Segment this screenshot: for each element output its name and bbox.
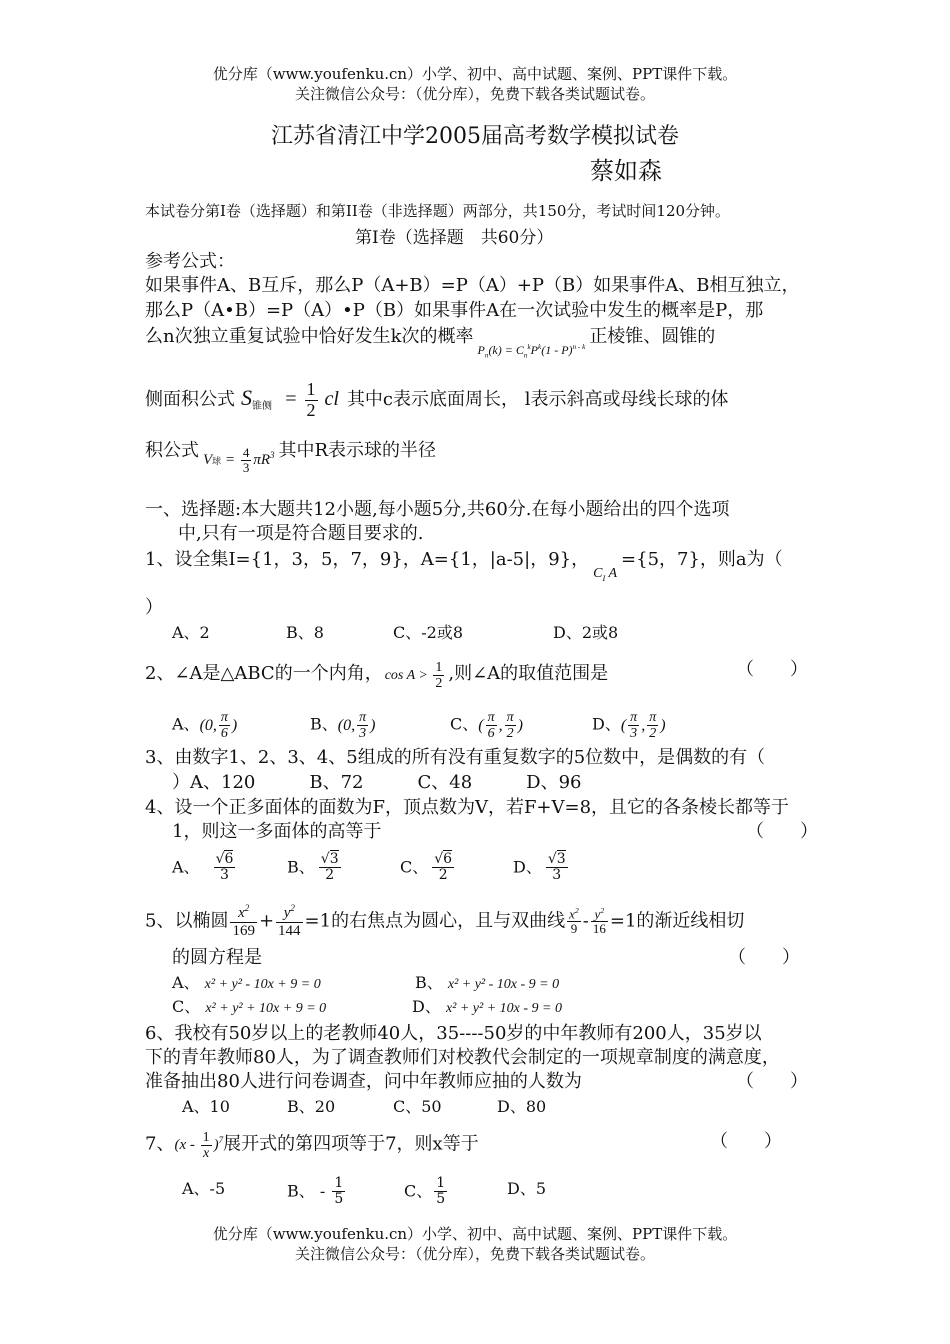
- formula-line-3-tail: 正棱锥、圆锥的: [589, 326, 716, 347]
- q2-option-c[interactable]: [450, 710, 523, 742]
- q7-option-d[interactable]: D、5: [507, 1179, 547, 1198]
- q1-option-a[interactable]: A、2: [172, 623, 210, 642]
- question-1: [145, 549, 783, 583]
- q4-option-a[interactable]: [172, 852, 237, 884]
- formula-line-5: [145, 438, 437, 476]
- question-5-text: 5、以椭圆: [145, 910, 229, 932]
- question-1-tail: ={5，7}，则a为（: [621, 549, 783, 570]
- q5-option-d[interactable]: [412, 998, 562, 1017]
- complement-symbol: CI A: [593, 566, 618, 583]
- cos-inequality: cos A > $\frac{1}{2}$: [384, 660, 443, 692]
- q4-option-c[interactable]: [400, 852, 456, 884]
- formula-line-5-tail: 其中R表示球的半径: [278, 440, 437, 462]
- formula-line-2: 那么P（A•B）=P（A）•P（B）如果事件A在一次试验中发生的概率是P，那: [145, 300, 764, 321]
- question-5-line-1: 5、以椭圆 $\frac{x^2}{169}$ + $\frac{y^2}{144}$ =1的右焦点为圆心，且与双曲线 $\frac{x^2}{9}$ - $\frac{y^2}{16}$ =1的渐近线相切: [145, 903, 745, 939]
- q6-option-b[interactable]: B、20: [287, 1097, 336, 1116]
- question-1-close: ）: [145, 597, 163, 618]
- q5-option-a-eq: x² + y² - 10x + 9 = 0: [204, 977, 321, 992]
- q2-option-d-interval: ( $\frac{\pi}{3}$ , $\frac{\pi}{2}$ ): [620, 710, 666, 742]
- q2-option-a[interactable]: [172, 710, 237, 742]
- question-5-mid: =1的右焦点为圆心，且与双曲线: [304, 910, 566, 932]
- q2-option-d[interactable]: [592, 710, 666, 742]
- q6-option-c[interactable]: C、50: [393, 1097, 442, 1116]
- question-4-line-2: 1，则这一多面体的高等于: [172, 821, 382, 842]
- q7-option-c[interactable]: [404, 1176, 449, 1208]
- part-one-heading: 第Ⅰ卷（选择题 共60分）: [355, 228, 554, 248]
- question-5-line-2: 的圆方程是: [172, 947, 262, 968]
- question-2-paren: （ ）: [736, 659, 808, 680]
- q2-option-d-label: D、: [592, 714, 621, 734]
- q5-option-c[interactable]: [172, 998, 326, 1017]
- lateral-area-formula: = $\frac{1}{2}$ cl: [284, 379, 339, 420]
- footer-line-2: 关注微信公众号：（优分库），免费下载各类试题试卷。: [294, 1245, 655, 1263]
- q5-option-b-eq: x² + y² - 10x - 9 = 0: [447, 977, 560, 992]
- q7-option-c-value: $\frac{1}{5}$: [436, 1175, 446, 1208]
- q4-option-b[interactable]: [287, 852, 343, 884]
- intro: 本试卷分第Ⅰ卷（选择题）和第II卷（非选择题）两部分，共150分，考试时间120分钟。: [145, 202, 731, 220]
- q5-option-c-eq: x² + y² + 10x + 9 = 0: [205, 1001, 327, 1016]
- formula-line-4: [145, 380, 729, 421]
- hyperbola-x-term: $\frac{x^2}{9}$: [569, 905, 579, 937]
- q2-option-b-label: B、: [310, 714, 338, 734]
- lateral-area-symbol: S锥侧: [241, 384, 272, 412]
- question-2-text: 2、∠A是△ABC的一个内角，: [145, 663, 383, 685]
- q1-option-d[interactable]: D、2或8: [553, 623, 619, 642]
- q2-option-b[interactable]: [310, 710, 375, 742]
- question-2-tail: ,则∠A的取值范围是: [448, 663, 609, 685]
- question-6-paren: （ ）: [736, 1071, 808, 1092]
- question-7-paren: （ ）: [710, 1131, 782, 1152]
- question-6-line-2: 下的青年教师80人，为了调查教师们对校教代会制定的一项规章制度的满意度，: [145, 1047, 780, 1068]
- q7-option-c-label: C、: [404, 1181, 433, 1201]
- question-4-line-1: 4、设一个正多面体的面数为F，顶点数为V，若F+V=8，且它的各条棱长都等于: [145, 797, 790, 818]
- ellipse-y-term: $\frac{y^2}{144}$: [278, 903, 301, 939]
- question-7: [145, 1130, 479, 1162]
- q5-option-b[interactable]: [415, 974, 559, 993]
- question-2: [145, 660, 608, 692]
- q5-option-c-label: C、: [172, 997, 201, 1016]
- q2-option-a-label: A、: [172, 714, 200, 734]
- q5-option-a[interactable]: [172, 974, 321, 993]
- q4-option-c-label: C、: [400, 857, 429, 877]
- q6-option-a[interactable]: A、10: [182, 1097, 230, 1116]
- formulas-heading: 参考公式：: [145, 251, 235, 272]
- q4-option-a-label: A、: [172, 857, 200, 877]
- q2-option-a-interval: (0, $\frac{\pi}{6}$ ): [199, 710, 238, 742]
- q7-option-a[interactable]: A、-5: [182, 1179, 226, 1198]
- q5-option-d-label: D、: [412, 997, 441, 1016]
- binomial-probability-formula: Pn(k) = CnkPk(1 - P)n - k: [477, 343, 586, 360]
- question-5-paren: （ ）: [728, 947, 800, 968]
- question-1-text: 1、设全集I={1，3，5，7，9}，A={1，|a-5|，9}，: [145, 549, 590, 570]
- q5-option-a-label: A、: [172, 973, 200, 992]
- q4-option-c-value: $\frac{√6}{2}$: [434, 851, 453, 884]
- q1-option-b[interactable]: B、8: [286, 623, 324, 642]
- q4-option-d[interactable]: [513, 852, 570, 884]
- q7-option-b-label: B、: [287, 1181, 315, 1201]
- question-5-tail: =1的渐近线相切: [609, 910, 745, 932]
- sphere-volume-formula: V球 = 4 3 πR3: [203, 445, 275, 476]
- header-line-1: 优分库（www.youfenku.cn）小学、初中、高中试题、案例、PPT课件下载。: [212, 65, 738, 83]
- section-one-line-1: 一、选择题:本大题共12小题,每小题5分,共60分.在每小题给出的四个选项: [145, 499, 730, 520]
- q5-option-d-eq: x² + y² + 10x - 9 = 0: [445, 1001, 562, 1016]
- q1-option-c[interactable]: C、-2或8: [393, 623, 464, 642]
- q5-option-b-label: B、: [415, 973, 443, 992]
- page-title: 江苏省清江中学2005届高考数学模拟试卷: [271, 124, 679, 149]
- section-one-line-2: 中,只有一项是符合题目要求的.: [178, 523, 424, 544]
- question-6-line-3: 准备抽出80人进行问卷调查，问中年教师应抽的人数为: [145, 1071, 582, 1092]
- question-7-number: 7、: [145, 1133, 175, 1155]
- author: 蔡如森: [590, 157, 662, 185]
- binomial-expression: (x - $\frac{1}{x}$ )$^7$: [174, 1130, 224, 1162]
- footer-line-1: 优分库（www.youfenku.cn）小学、初中、高中试题、案例、PPT课件下载。: [212, 1225, 738, 1243]
- q7-option-b-value: $\frac{1}{5}$: [334, 1175, 344, 1208]
- q4-option-a-value: $\frac{√6}{3}$: [215, 851, 234, 884]
- formula-line-4-text: 侧面积公式: [145, 388, 235, 410]
- q2-option-b-interval: (0, $\frac{\pi}{3}$ ): [337, 710, 376, 742]
- formula-line-4-tail: 其中c表示底面周长， l表示斜高或母线长球的体: [346, 388, 729, 410]
- q2-option-c-interval: ( $\frac{\pi}{6}$ , $\frac{\pi}{2}$ ): [478, 710, 523, 742]
- q4-option-d-value: $\frac{√3}{3}$: [547, 851, 566, 884]
- q6-option-d[interactable]: D、80: [497, 1097, 547, 1116]
- formula-line-1: 如果事件A、B互斥，那么P（A+B）=P（A）+P（B）如果事件A、B相互独立，: [145, 275, 800, 296]
- ellipse-x-term: $\frac{x^2}{169}$: [232, 903, 255, 939]
- header-line-2: 关注微信公众号：（优分库），免费下载各类试题试卷。: [294, 85, 655, 103]
- q7-option-b[interactable]: B、 - $\frac{1}{5}$: [287, 1175, 344, 1208]
- question-3-line-1: 3、由数字1、2、3、4、5组成的所有没有重复数字的5位数中，是偶数的有（: [145, 747, 766, 768]
- question-6-line-1: 6、我校有50岁以上的老教师40人，35----50岁的中年教师有200人，35岁以: [145, 1023, 762, 1044]
- q2-option-c-label: C、: [450, 714, 479, 734]
- question-7-text: 展开式的第四项等于7，则x等于: [223, 1133, 479, 1155]
- q4-option-b-value: $\frac{√3}{2}$: [320, 851, 339, 884]
- q4-option-d-label: D、: [513, 857, 542, 877]
- formula-line-5-text: 积公式: [145, 440, 199, 462]
- question-4-paren: （ ）: [746, 821, 818, 842]
- formula-line-3: [145, 326, 716, 360]
- question-3-line-2: ）A、120 B、72 C、48 D、96: [172, 772, 582, 793]
- formula-line-3-text: 么n次独立重复试验中恰好发生k次的概率: [145, 326, 474, 347]
- hyperbola-y-term: $\frac{y^2}{16}$: [592, 905, 606, 937]
- q4-option-b-label: B、: [287, 857, 315, 877]
